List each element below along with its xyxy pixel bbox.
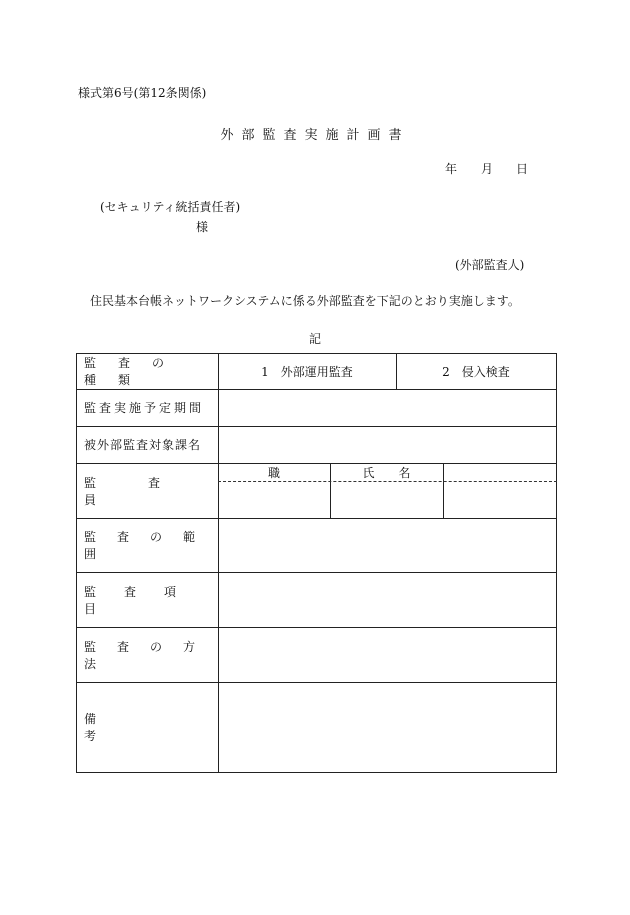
label-remarks: 備考 (84, 712, 197, 743)
option-intrusion-test: 2 侵入検査 (442, 364, 510, 379)
label-audit-method: 監査の方法 (84, 639, 217, 671)
label-audit-scope: 監査の範囲 (84, 530, 217, 561)
body-text: 住民基本台帳ネットワークシステムに係る外部監査を下記のとおり実施します。 (90, 294, 520, 308)
label-audit-items: 監査項目 (84, 584, 205, 616)
label-audited-department: 被外部監査対象課名 (84, 438, 202, 452)
label-audit-period: 監査実施予定期間 (84, 401, 205, 415)
ki-heading: 記 (308, 332, 321, 346)
auditor-name: (外部監査人) (455, 258, 525, 272)
option-external-operation-audit: 1 外部運用監査 (261, 364, 353, 379)
date-month: 月 (481, 162, 494, 176)
date-year: 年 (445, 162, 458, 176)
label-audit-type (84, 353, 212, 389)
column-name: 氏 名 (362, 465, 411, 480)
addressee: (セキュリティ統括責任者) (100, 200, 241, 214)
form-number: 様式第6号(第12条関係) (78, 86, 207, 100)
date-day: 日 (516, 162, 529, 176)
audit-plan-table (76, 353, 557, 773)
honorific: 様 (196, 220, 209, 234)
document-title: 外部監査実施計画書 (220, 128, 410, 143)
column-position: 職 (267, 465, 280, 480)
label-auditors: 監査員 (84, 475, 213, 507)
label-text: 監査の種類 (84, 356, 187, 387)
